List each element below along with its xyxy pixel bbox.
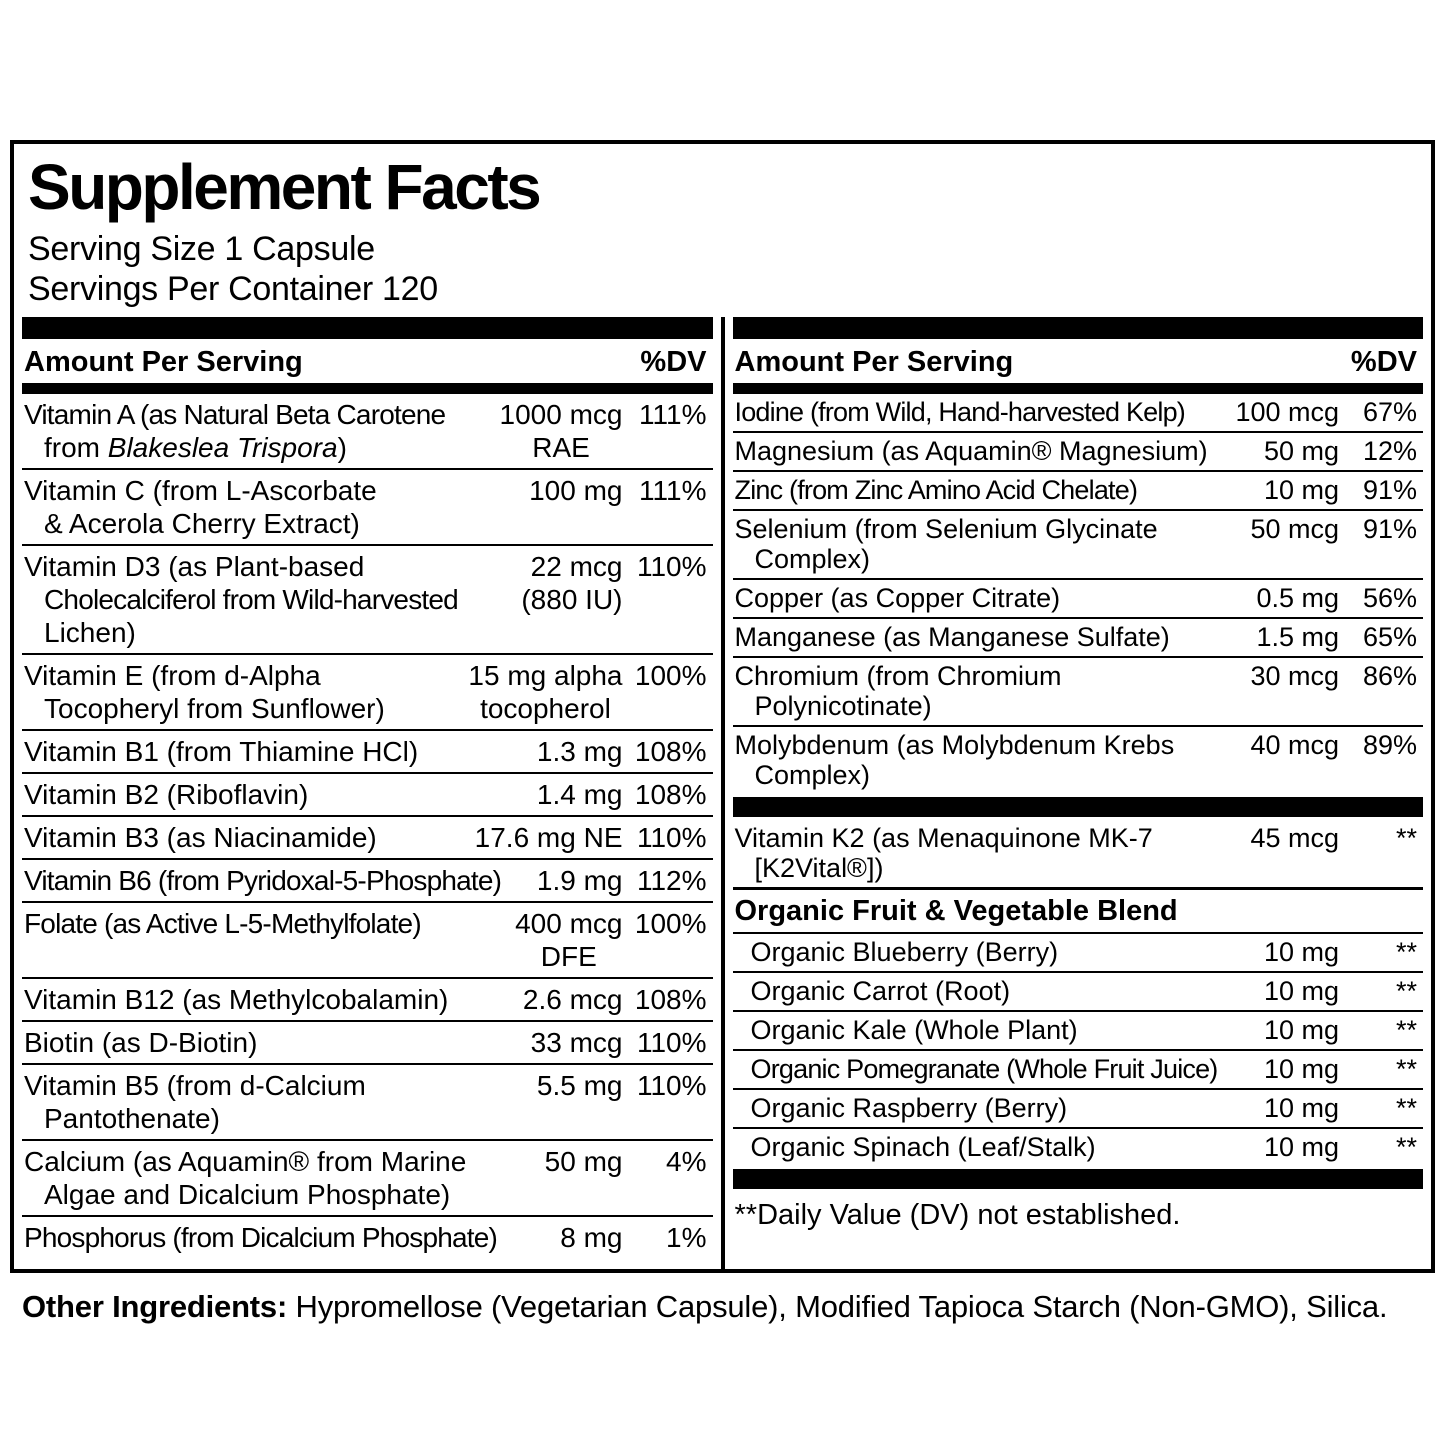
nutrient-name-line: Polynicotinate) bbox=[754, 691, 932, 721]
nutrient-row bbox=[22, 1020, 713, 1063]
facts-column-right bbox=[725, 317, 1432, 1269]
nutrient-dv: 67% bbox=[1362, 397, 1417, 427]
nutrient-amount bbox=[456, 659, 622, 725]
nutrient-amount bbox=[519, 1026, 623, 1059]
nutrient-name-line: [K2Vital®]) bbox=[754, 853, 884, 883]
amount-line: 50 mg bbox=[544, 1146, 623, 1177]
column-top-bar bbox=[733, 317, 1424, 339]
nutrient-row bbox=[733, 971, 1424, 1010]
nutrient-dv: 100% bbox=[634, 908, 707, 939]
nutrient-name-line: Vitamin K2 (as Menaquinone MK-7 bbox=[734, 823, 1153, 853]
amount-line: 50 mg bbox=[1263, 436, 1339, 466]
nutrient-dv: 91% bbox=[1362, 475, 1417, 505]
amount-line: 50 mcg bbox=[1250, 514, 1339, 544]
nutrient-name bbox=[735, 937, 1252, 967]
amount-line: 45 mcg bbox=[1250, 823, 1339, 853]
page-title: Supplement Facts bbox=[28, 151, 540, 223]
nutrient-amount bbox=[1238, 514, 1339, 544]
nutrient-row bbox=[22, 729, 713, 772]
column-header-right bbox=[733, 341, 1424, 383]
amount-line: RAE bbox=[532, 432, 590, 463]
nutrient-dv: 4% bbox=[666, 1146, 707, 1177]
nutrient-dv: 12% bbox=[1362, 436, 1417, 466]
header-underline-bar bbox=[733, 383, 1424, 394]
amount-line: 10 mg bbox=[1263, 1015, 1339, 1045]
nutrient-amount bbox=[517, 474, 622, 507]
nutrient-amount bbox=[1244, 583, 1339, 613]
nutrient-name-line: Cholecalciferol from Wild-harvested bbox=[44, 584, 458, 615]
nutrient-amount bbox=[1252, 1093, 1339, 1123]
nutrient-dv: 110% bbox=[636, 822, 707, 853]
nutrient-amount bbox=[1252, 1054, 1339, 1084]
nutrient-name bbox=[735, 1093, 1252, 1123]
nutrient-row bbox=[22, 394, 713, 468]
header-underline-bar bbox=[22, 383, 713, 394]
nutrient-name-line: Vitamin E (from d-Alpha bbox=[24, 660, 321, 691]
nutrient-row bbox=[22, 815, 713, 858]
nutrient-name-line: Vitamin B1 (from Thiamine HCl) bbox=[24, 736, 419, 767]
nutrient-name-line: Pantothenate) bbox=[44, 1103, 220, 1134]
other-ingredients-text: Hypromellose (Vegetarian Capsule), Modified Tapioca Starch (Non-GMO), Silica. bbox=[287, 1289, 1388, 1324]
nutrient-dv: ** bbox=[1395, 976, 1417, 1006]
nutrient-row bbox=[22, 1215, 713, 1258]
nutrient-dv: 110% bbox=[636, 551, 707, 582]
nutrient-name-line: Phosphorus (from Dicalcium Phosphate) bbox=[24, 1222, 498, 1253]
nutrient-name bbox=[735, 583, 1245, 613]
nutrient-row bbox=[733, 1127, 1424, 1166]
nutrient-name bbox=[735, 436, 1252, 466]
nutrient-name bbox=[24, 550, 509, 649]
amount-line: 1000 mcg bbox=[499, 399, 623, 430]
nutrient-amount bbox=[1252, 1132, 1339, 1162]
nutrient-dv: 1% bbox=[666, 1222, 707, 1253]
amount-line: 2.6 mcg bbox=[522, 984, 623, 1015]
nutrient-name-line: Folate (as Active L-5-Methylfolate) bbox=[24, 908, 421, 939]
nutrient-amount bbox=[525, 735, 623, 768]
dv-label: %DV bbox=[1350, 346, 1417, 378]
nutrient-name bbox=[735, 475, 1252, 505]
nutrient-amount bbox=[509, 550, 622, 616]
serving-size-text: Serving Size 1 Capsule bbox=[28, 230, 375, 268]
nutrient-name-line: Organic Spinach (Leaf/Stalk) bbox=[750, 1132, 1096, 1162]
nutrient-row bbox=[22, 977, 713, 1020]
amount-line: 100 mg bbox=[529, 475, 623, 506]
amount-line: 10 mg bbox=[1263, 1132, 1339, 1162]
label-header bbox=[14, 144, 1431, 309]
amount-line: 0.5 mg bbox=[1256, 583, 1339, 613]
nutrient-name bbox=[24, 474, 517, 540]
nutrient-name-line: Copper (as Copper Citrate) bbox=[734, 583, 1061, 613]
nutrient-row bbox=[22, 653, 713, 729]
amount-line: 10 mg bbox=[1263, 1093, 1339, 1123]
nutrient-amount bbox=[511, 983, 623, 1016]
nutrient-row bbox=[733, 725, 1424, 794]
nutrient-row bbox=[733, 932, 1424, 971]
nutrient-name-line: Chromium (from Chromium bbox=[734, 661, 1062, 691]
nutrient-name-line: Organic Kale (Whole Plant) bbox=[750, 1015, 1078, 1045]
nutrient-row bbox=[22, 858, 713, 901]
section-bar bbox=[733, 1169, 1424, 1189]
nutrient-name-line: Lichen) bbox=[44, 617, 136, 648]
nutrient-name-line: Iodine (from Wild, Hand-harvested Kelp) bbox=[734, 397, 1186, 427]
nutrient-amount bbox=[1238, 661, 1339, 691]
amount-line: (880 IU) bbox=[521, 584, 623, 615]
amount-line: 1.9 mg bbox=[536, 865, 623, 896]
amount-line: 17.6 mg NE bbox=[474, 822, 623, 853]
nutrient-amount bbox=[1238, 823, 1339, 853]
nutrient-amount bbox=[503, 907, 622, 973]
amount-line: DFE bbox=[540, 941, 597, 972]
amount-line: 10 mg bbox=[1263, 1054, 1339, 1084]
nutrient-name-line: Vitamin C (from L-Ascorbate bbox=[24, 475, 377, 506]
nutrient-name-line: Organic Pomegranate (Whole Fruit Juice) bbox=[750, 1054, 1218, 1084]
servings-per-container-text: Servings Per Container 120 bbox=[28, 270, 438, 308]
nutrient-amount bbox=[525, 864, 623, 897]
column-top-bar bbox=[22, 317, 713, 339]
amount-line: 5.5 mg bbox=[536, 1070, 623, 1101]
nutrient-amount bbox=[1238, 730, 1339, 760]
amount-line: 1.4 mg bbox=[536, 779, 623, 810]
nutrient-dv: 86% bbox=[1362, 661, 1417, 691]
amount-line: 30 mcg bbox=[1250, 661, 1339, 691]
nutrient-name-line: Complex) bbox=[754, 544, 871, 574]
nutrient-dv: 65% bbox=[1362, 622, 1417, 652]
facts-column-left bbox=[14, 317, 721, 1269]
amount-line: 10 mg bbox=[1263, 976, 1339, 1006]
nutrient-name-line: & Acerola Cherry Extract) bbox=[44, 508, 360, 539]
section-header: Organic Fruit & Vegetable Blend bbox=[733, 887, 1424, 932]
nutrient-name bbox=[735, 1132, 1252, 1162]
amount-line: 33 mcg bbox=[530, 1027, 623, 1058]
nutrient-name bbox=[735, 622, 1245, 652]
nutrient-amount bbox=[1223, 397, 1339, 427]
nutrient-row bbox=[733, 820, 1424, 887]
nutrient-name bbox=[24, 778, 525, 811]
dv-label: %DV bbox=[640, 346, 707, 378]
nutrient-row bbox=[733, 656, 1424, 725]
nutrient-dv: 111% bbox=[639, 475, 707, 506]
nutrient-row bbox=[733, 394, 1424, 431]
nutrient-name bbox=[24, 864, 525, 897]
nutrient-name-line: Molybdenum (as Molybdenum Krebs bbox=[734, 730, 1175, 760]
amount-line: 1.3 mg bbox=[536, 736, 623, 767]
nutrient-name-line: Organic Raspberry (Berry) bbox=[750, 1093, 1068, 1123]
nutrient-dv: 100% bbox=[634, 660, 707, 691]
amount-line: 15 mg alpha bbox=[468, 660, 623, 691]
nutrient-name-line: Vitamin B3 (as Niacinamide) bbox=[24, 822, 377, 853]
nutrient-name-line: Vitamin D3 (as Plant-based bbox=[24, 551, 365, 582]
nutrient-name bbox=[735, 1015, 1252, 1045]
nutrient-row bbox=[22, 468, 713, 544]
nutrient-name-line: Vitamin B2 (Riboflavin) bbox=[24, 779, 309, 810]
section-bar bbox=[733, 797, 1424, 817]
nutrient-name bbox=[735, 976, 1252, 1006]
nutrient-dv: ** bbox=[1395, 1093, 1417, 1123]
nutrient-name-line: Organic Carrot (Root) bbox=[750, 976, 1011, 1006]
nutrient-dv: 108% bbox=[634, 779, 707, 810]
nutrient-name-line: Vitamin B12 (as Methylcobalamin) bbox=[24, 984, 449, 1015]
nutrient-name-line: Organic Blueberry (Berry) bbox=[750, 937, 1059, 967]
nutrient-row bbox=[733, 431, 1424, 470]
nutrient-name-line: Vitamin B5 (from d-Calcium bbox=[24, 1070, 366, 1101]
amount-line: 8 mg bbox=[560, 1222, 623, 1253]
amount-line: 22 mcg bbox=[530, 551, 623, 582]
nutrient-amount bbox=[525, 1069, 623, 1102]
nutrient-rows-right bbox=[733, 394, 1424, 1269]
nutrient-amount bbox=[1252, 475, 1339, 505]
nutrient-name-line: Complex) bbox=[754, 760, 871, 790]
nutrient-name-line: Selenium (from Selenium Glycinate bbox=[734, 514, 1158, 544]
amount-line: 10 mg bbox=[1263, 937, 1339, 967]
nutrient-name-line: Biotin (as D-Biotin) bbox=[24, 1027, 258, 1058]
nutrient-row bbox=[733, 617, 1424, 656]
nutrient-row bbox=[22, 544, 713, 653]
nutrient-name-line: Calcium (as Aquamin® from Marine bbox=[24, 1146, 467, 1177]
nutrient-amount bbox=[1252, 976, 1339, 1006]
nutrient-name bbox=[24, 1221, 548, 1254]
nutrient-amount bbox=[463, 821, 623, 854]
nutrient-name bbox=[24, 659, 456, 725]
other-ingredients bbox=[22, 1288, 1387, 1326]
nutrient-name bbox=[24, 821, 463, 854]
nutrient-row bbox=[733, 509, 1424, 578]
nutrient-name-line: from Blakeslea Trispora) bbox=[44, 432, 347, 463]
nutrient-dv: 110% bbox=[636, 1027, 707, 1058]
amount-per-serving-label: Amount Per Serving bbox=[734, 346, 1014, 378]
nutrient-dv: 91% bbox=[1362, 514, 1417, 544]
nutrient-name bbox=[735, 823, 1239, 883]
nutrient-dv: ** bbox=[1395, 1054, 1417, 1084]
nutrient-name bbox=[735, 730, 1239, 790]
nutrient-row bbox=[733, 470, 1424, 509]
supplement-facts-label bbox=[10, 140, 1435, 1273]
nutrient-dv: 110% bbox=[636, 1070, 707, 1101]
nutrient-amount bbox=[525, 778, 623, 811]
nutrient-row bbox=[733, 1088, 1424, 1127]
nutrient-name-line: Zinc (from Zinc Amino Acid Chelate) bbox=[734, 475, 1138, 505]
nutrient-row bbox=[733, 578, 1424, 617]
nutrient-name bbox=[24, 907, 503, 940]
nutrient-amount bbox=[533, 1145, 623, 1178]
nutrient-name bbox=[735, 661, 1239, 721]
amount-line: 400 mcg bbox=[515, 908, 623, 939]
nutrient-dv: ** bbox=[1395, 823, 1417, 853]
nutrient-name-line: Vitamin A (as Natural Beta Carotene bbox=[24, 399, 446, 430]
nutrient-dv: 108% bbox=[634, 984, 707, 1015]
amount-line: 40 mcg bbox=[1250, 730, 1339, 760]
nutrient-row bbox=[733, 1010, 1424, 1049]
nutrient-name bbox=[24, 1026, 519, 1059]
amount-per-serving-label: Amount Per Serving bbox=[24, 346, 303, 378]
nutrient-row bbox=[22, 901, 713, 977]
nutrient-name bbox=[24, 735, 525, 768]
amount-line: 1.5 mg bbox=[1256, 622, 1339, 652]
facts-table bbox=[14, 317, 1431, 1269]
nutrient-amount bbox=[488, 398, 623, 464]
nutrient-name bbox=[735, 514, 1239, 574]
amount-line: 100 mcg bbox=[1235, 397, 1339, 427]
nutrient-dv: 112% bbox=[636, 865, 707, 896]
nutrient-name-line: Algae and Dicalcium Phosphate) bbox=[44, 1179, 451, 1210]
nutrient-name bbox=[735, 1054, 1252, 1084]
nutrient-name bbox=[24, 1069, 525, 1135]
nutrient-row bbox=[22, 772, 713, 815]
nutrient-dv: ** bbox=[1395, 1132, 1417, 1162]
nutrient-amount bbox=[548, 1221, 622, 1254]
nutrient-dv: 108% bbox=[634, 736, 707, 767]
nutrient-name-line: Tocopheryl from Sunflower) bbox=[44, 693, 385, 724]
nutrient-amount bbox=[1252, 436, 1339, 466]
nutrient-amount bbox=[1252, 937, 1339, 967]
nutrient-dv: ** bbox=[1395, 937, 1417, 967]
nutrient-row bbox=[22, 1063, 713, 1139]
nutrient-row bbox=[22, 1139, 713, 1215]
nutrient-dv: 111% bbox=[639, 399, 707, 430]
column-header-left bbox=[22, 341, 713, 383]
nutrient-amount bbox=[1244, 622, 1339, 652]
nutrient-dv: 89% bbox=[1362, 730, 1417, 760]
other-ingredients-label: Other Ingredients: bbox=[22, 1289, 288, 1324]
nutrient-rows-left bbox=[22, 394, 713, 1269]
nutrient-name bbox=[24, 983, 511, 1016]
amount-line: tocopherol bbox=[480, 693, 611, 724]
nutrient-name-line: Manganese (as Manganese Sulfate) bbox=[734, 622, 1170, 652]
nutrient-name bbox=[24, 398, 488, 464]
nutrient-dv: ** bbox=[1395, 1015, 1417, 1045]
nutrient-amount bbox=[1252, 1015, 1339, 1045]
nutrient-row bbox=[733, 1049, 1424, 1088]
nutrient-name bbox=[735, 397, 1224, 427]
nutrient-name-line: Magnesium (as Aquamin® Magnesium) bbox=[734, 436, 1208, 466]
nutrient-name-line: Vitamin B6 (from Pyridoxal-5-Phosphate) bbox=[24, 865, 502, 896]
dv-footnote: **Daily Value (DV) not established. bbox=[734, 1199, 1181, 1231]
amount-line: 10 mg bbox=[1263, 475, 1339, 505]
nutrient-name bbox=[24, 1145, 533, 1211]
nutrient-dv: 56% bbox=[1362, 583, 1417, 613]
